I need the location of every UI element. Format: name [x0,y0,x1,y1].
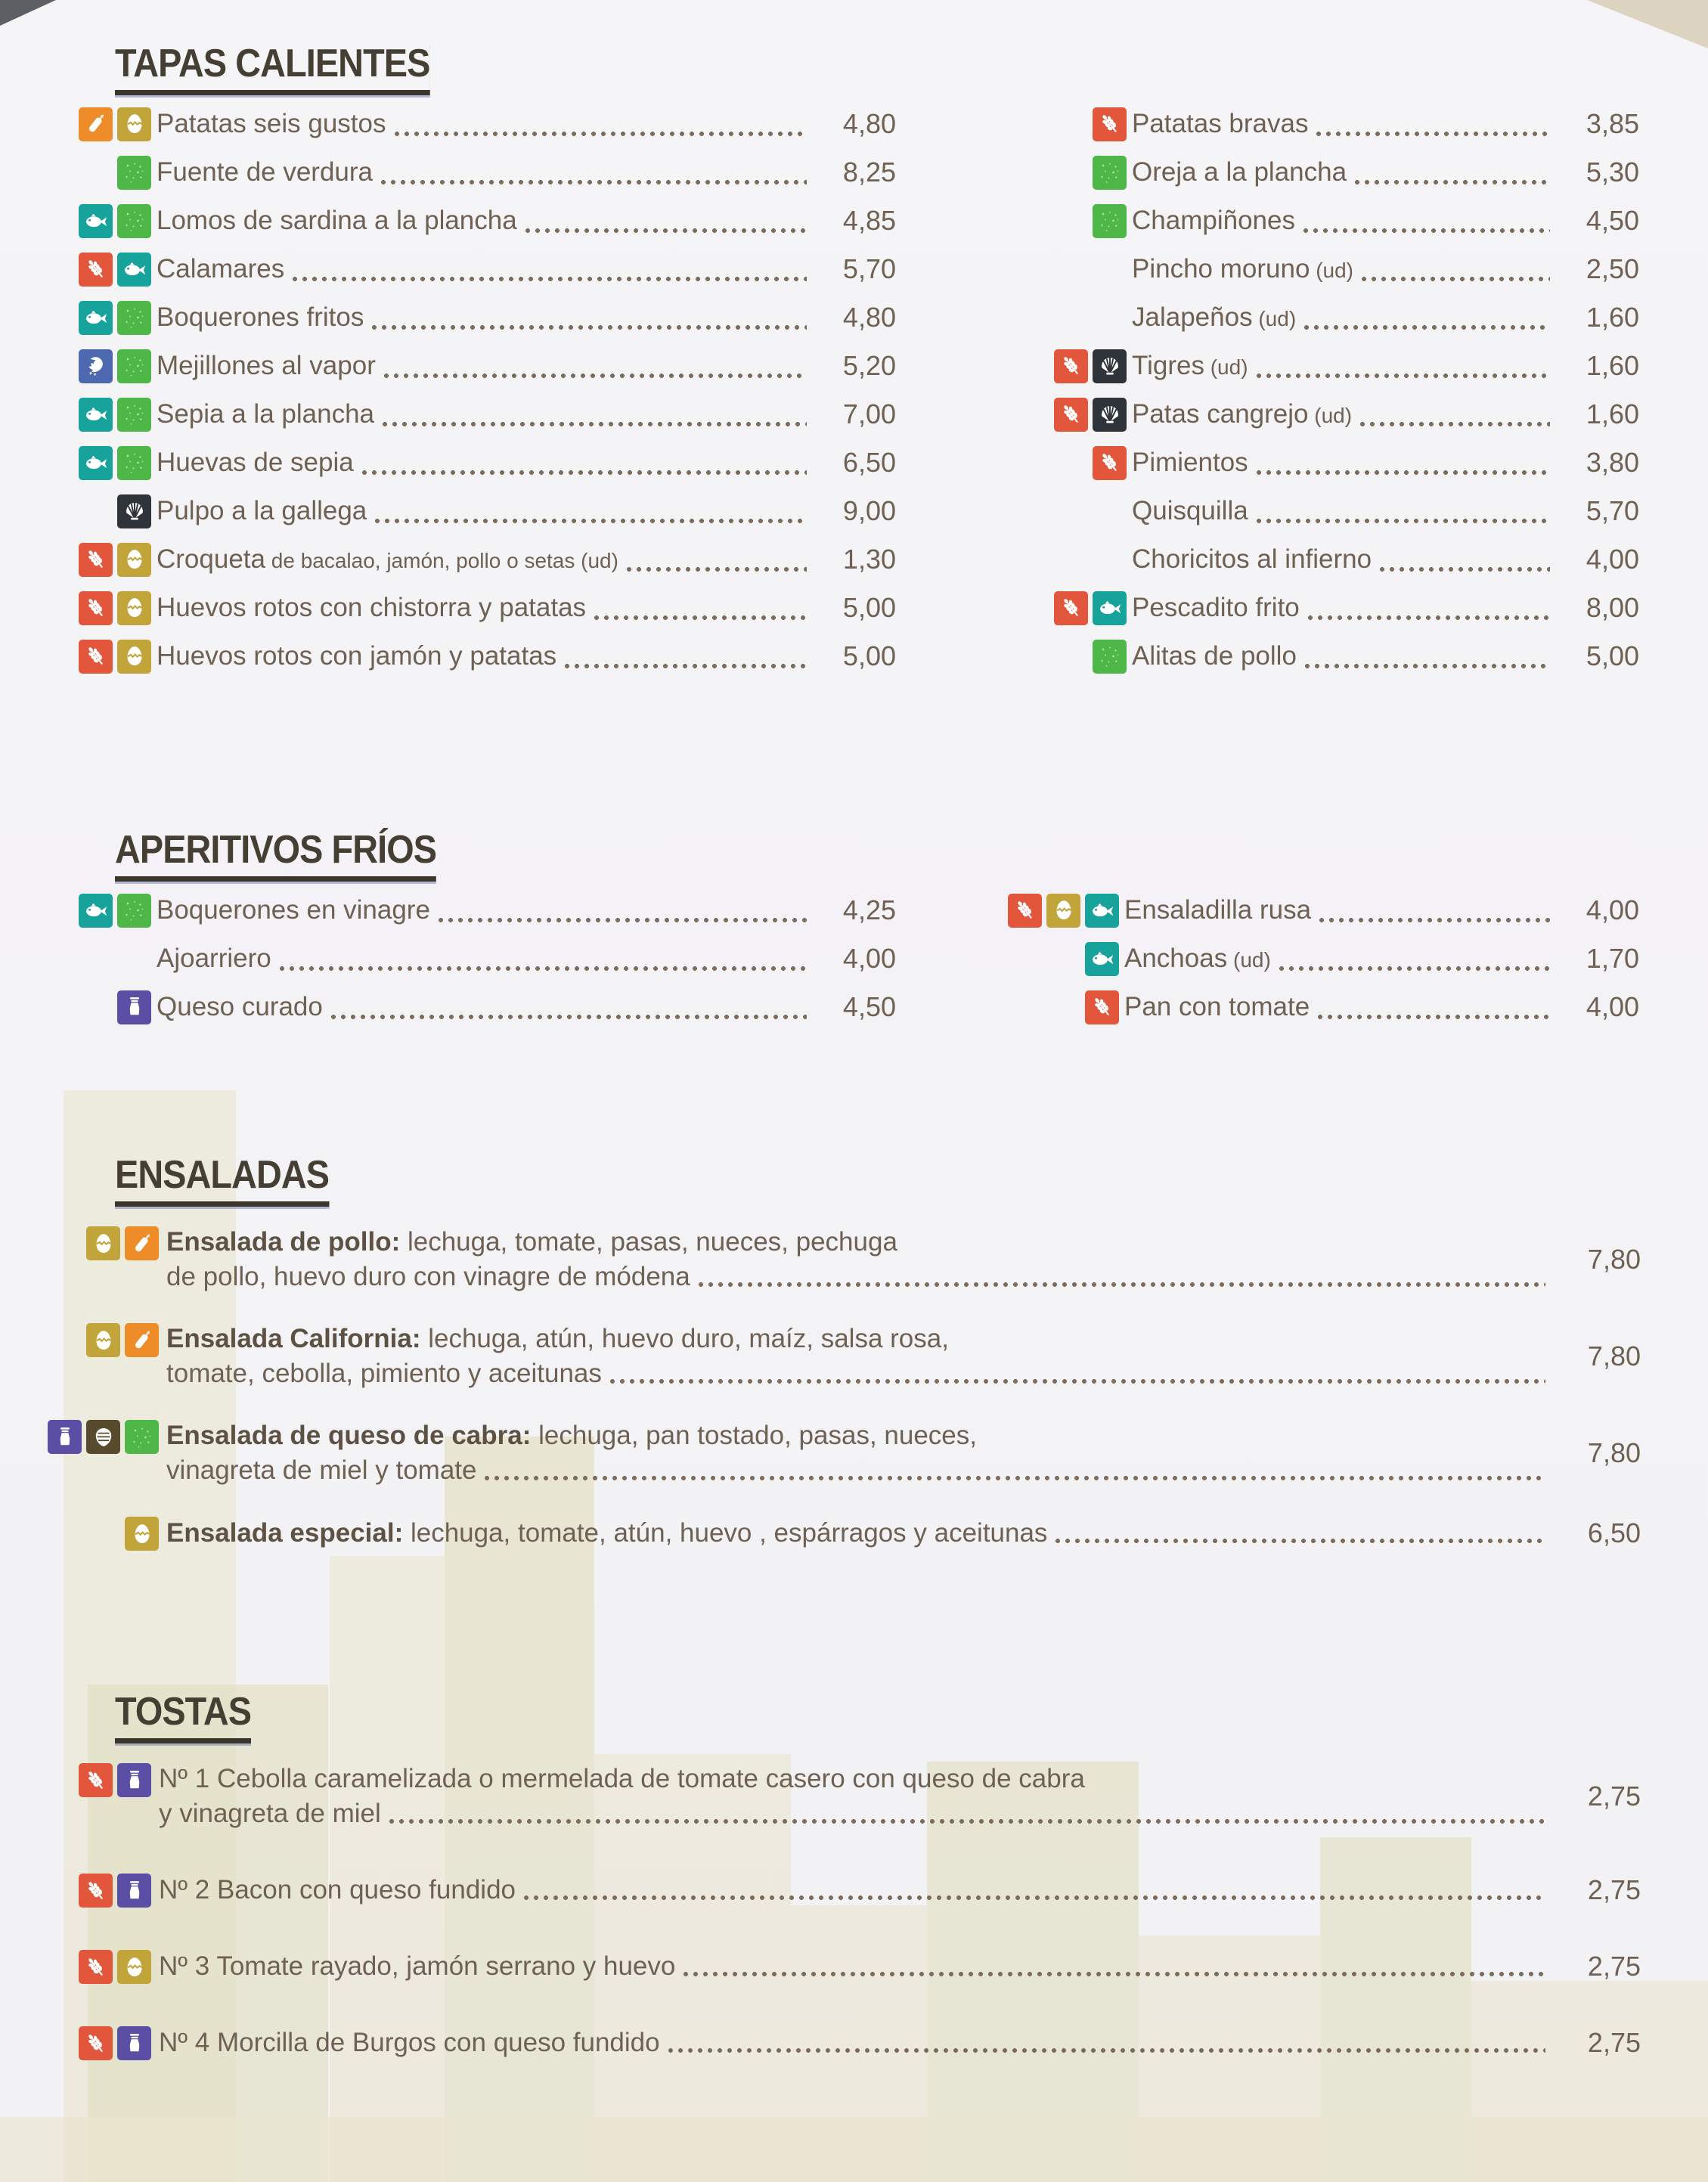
fish-icon [1093,591,1127,625]
dotted-leader [484,1475,1545,1481]
dotted-leader [1303,228,1550,234]
item-name: Alitas de pollo [1132,641,1297,671]
menu-item-row [1042,342,1639,390]
item-line [159,1949,1550,1984]
vegetable-icon [117,156,151,190]
allergen-icons [67,349,151,383]
item-description: lechuga, tomate, pasas, nueces, pechuga [400,1227,897,1257]
item-price: 7,80 [1587,1341,1641,1372]
item-price: 4,00 [842,943,896,975]
menu-item-row [67,148,896,197]
vegetable-icon [1093,204,1127,238]
item-line [166,1453,1550,1488]
item-price: 3,80 [1586,447,1639,479]
menu-item-row [1042,390,1639,439]
dotted-leader [1379,566,1550,572]
item-name: Pulpo a la gallega [157,496,367,526]
dotted-leader [1359,421,1550,427]
menu-item-row [45,2025,1641,2060]
egg-icon [117,640,151,674]
scan-artifact-top-left [0,0,56,26]
item-name: Quisquilla [1132,496,1248,526]
menu-item-row [67,632,896,680]
mustard-bottle-icon [125,1226,159,1260]
fish-icon [1085,942,1119,976]
egg-icon [117,543,151,577]
menu-item-row [45,1872,1641,1908]
dotted-leader [525,228,807,234]
egg-icon [1046,894,1080,928]
item-note: (ud) [1252,307,1297,331]
egg-icon [125,1517,159,1551]
item-name: Tigres (ud) [1132,351,1248,381]
item-line [159,1873,1550,1908]
item-name: Patas cangrejo (ud) [1132,399,1353,429]
watermark-block [0,2117,1708,2182]
dotted-leader [394,131,808,137]
allergen-icons [67,894,151,928]
section-tapas-calientes [0,42,1708,697]
egg-icon [86,1226,120,1260]
item-name: Oreja a la plancha [1132,157,1347,188]
menu-item-row [45,1225,1641,1294]
item-description: lechuga, tomate, atún, huevo , espárragos y aceitunas [403,1517,1048,1548]
item-price: 1,60 [1586,350,1639,382]
item-price: 4,85 [842,205,896,237]
item-price: 1,30 [842,544,896,575]
item-description: y vinagreta de miel [159,1799,381,1829]
ensaladas-list [45,1225,1641,1551]
allergen-icons [45,1225,159,1260]
allergen-icons [45,1418,159,1454]
item-price: 2,75 [1587,1874,1641,1905]
item-price: 4,50 [842,991,896,1023]
nut-icon [86,1420,120,1454]
item-name: Fuente de verdura [157,157,374,188]
allergen-icons [1042,204,1127,238]
tapas-calientes-left-column [67,100,896,680]
item-price: 2,75 [1587,1781,1641,1812]
item-description: Nº 3 Tomate rayado, jamón serrano y huevo [159,1951,676,1981]
allergen-icons [67,253,151,287]
item-price: 6,50 [842,447,896,479]
item-line [159,1796,1550,1831]
item-name: Boquerones fritos [157,302,364,333]
dotted-leader [371,324,807,330]
milk-dairy-icon [117,2026,151,2060]
item-price: 1,70 [1586,943,1639,975]
item-price: 3,85 [1586,108,1639,140]
item-price: 2,75 [1587,1950,1641,1982]
wheat-gluten-icon [1093,446,1127,480]
dotted-leader [361,470,807,476]
item-price: 7,80 [1587,1244,1641,1275]
allergen-icons [67,494,151,528]
menu-item-row [67,245,896,293]
allergen-icons [1042,446,1127,480]
dotted-leader [1317,1014,1550,1020]
wheat-gluten-icon [79,591,113,625]
allergen-icons [67,990,151,1024]
allergen-icons [1006,990,1119,1024]
item-price: 7,00 [842,398,896,430]
allergen-icons [45,2025,151,2060]
dotted-leader [383,373,807,379]
dotted-leader [1303,324,1550,330]
dotted-leader [330,1014,807,1020]
item-name: Anchoas (ud) [1124,944,1271,974]
item-price: 5,70 [842,253,896,285]
item-note: de bacalao, jamón, pollo o setas (ud) [265,549,618,573]
item-text [151,1873,1550,1908]
dotted-leader [609,1378,1545,1384]
fish-icon [79,446,113,480]
item-note: (ud) [1204,355,1248,380]
aperitivos-left-column [67,886,896,1031]
item-price: 5,00 [842,640,896,672]
item-name: Lomos de sardina a la plancha [157,206,517,236]
vegetable-icon [117,301,151,335]
dotted-leader [1354,179,1550,185]
dotted-leader [382,421,807,427]
item-price: 5,00 [1586,640,1639,672]
egg-icon [86,1323,120,1357]
section-title-tapas-calientes: TAPAS CALIENTES [115,42,429,95]
allergen-icons [45,1322,159,1357]
menu-item-row [67,439,896,487]
item-text [151,1949,1550,1984]
dotted-leader [374,518,807,524]
item-line [166,1322,1550,1356]
mustard-bottle-icon [125,1323,159,1357]
wheat-gluten-icon [79,2026,113,2060]
wheat-gluten-icon [79,640,113,674]
item-price: 1,60 [1586,398,1639,430]
item-name: Huevas de sepia [157,448,354,478]
item-name: Calamares [157,254,285,284]
vegetable-icon [1093,640,1127,674]
allergen-icons [67,640,151,674]
milk-dairy-icon [48,1420,82,1454]
wheat-gluten-icon [1093,107,1127,141]
allergen-icons [67,591,151,625]
shell-mollusc-icon [1093,349,1127,383]
item-note: (ud) [1310,259,1353,283]
item-name: Boquerones en vinagre [157,895,430,925]
fish-icon [79,398,113,432]
item-price: 5,20 [842,350,896,382]
allergen-icons [67,301,151,335]
item-price: 9,00 [842,495,896,527]
vegetable-icon [117,204,151,238]
menu-item-row [1042,148,1639,197]
item-text [151,2025,1550,2060]
dotted-leader [1319,917,1550,923]
section-tostas [0,1691,1708,2101]
menu-item-row [67,293,896,342]
menu-item-row [67,584,896,632]
item-price: 2,50 [1586,253,1639,285]
allergen-icons [67,446,151,480]
section-title-tostas: TOSTAS [115,1691,251,1743]
item-price: 4,80 [842,108,896,140]
item-line [159,1762,1550,1796]
dotted-leader [1361,276,1550,282]
vegetable-icon [1093,156,1127,190]
wheat-gluten-icon [79,1874,113,1908]
item-text [159,1225,1550,1294]
item-name: Croqueta de bacalao, jamón, pollo o setas (ud) [157,544,618,575]
allergen-icons [1006,942,1119,976]
allergen-icons [45,1872,151,1908]
milk-dairy-icon [117,1763,151,1797]
dotted-leader [523,1895,1545,1901]
menu-item-row [1006,934,1639,983]
dotted-leader [626,566,807,572]
dotted-leader [1256,518,1550,524]
shell-mollusc-icon [1093,398,1127,432]
allergen-icons [67,156,151,190]
item-price: 5,30 [1586,157,1639,188]
dotted-leader [279,965,807,972]
fish-icon [79,204,113,238]
item-name: Patatas seis gustos [157,109,386,139]
menu-item-row [67,983,896,1031]
milk-dairy-icon [117,990,151,1024]
item-price: 2,75 [1587,2026,1641,2058]
item-name: Mejillones al vapor [157,351,376,381]
item-name: Jalapeños (ud) [1132,302,1297,333]
wheat-gluten-icon [79,543,113,577]
allergen-icons [1006,894,1119,928]
wheat-gluten-icon [1085,990,1119,1024]
section-aperitivos-frios [0,829,1708,1045]
dotted-leader [389,1818,1545,1824]
dotted-leader [1304,663,1550,669]
item-name: Pan con tomate [1124,992,1310,1022]
allergen-icons [1042,398,1127,432]
allergen-icons [67,107,151,141]
menu-item-row [1006,983,1639,1031]
mustard-bottle-icon [79,107,113,141]
item-line [166,1516,1550,1551]
item-description: lechuga, pan tostado, pasas, nueces, [531,1421,977,1451]
allergen-icons [1042,349,1127,383]
dotted-leader [1307,615,1550,621]
allergen-icons [67,398,151,432]
dotted-leader [683,1971,1545,1977]
fish-icon [79,301,113,335]
item-price: 6,50 [1587,1517,1641,1548]
wheat-gluten-icon [1054,398,1088,432]
item-name: Queso curado [157,992,323,1022]
item-name: Choricitos al infierno [1132,544,1372,575]
menu-item-row [1042,100,1639,148]
allergen-icons [1042,156,1127,190]
item-line [166,1260,1550,1294]
item-price: 8,25 [842,157,896,188]
fish-icon [1085,894,1119,928]
menu-item-row [1042,293,1639,342]
menu-item-row [45,1418,1641,1488]
item-name: Ajoarriero [157,944,271,974]
allergen-icons [45,1515,159,1551]
vegetable-icon [125,1420,159,1454]
item-name: Ensalada de pollo: [166,1227,401,1257]
allergen-icons [45,1948,151,1984]
aperitivos-right-column [1006,886,1639,1031]
section-ensaladas [0,1154,1708,1578]
item-price: 5,70 [1586,495,1639,527]
dotted-leader [380,179,807,185]
item-name: Ensalada de queso de cabra: [166,1421,532,1451]
allergen-icons [67,543,151,577]
wheat-gluten-icon [1054,591,1088,625]
menu-item-row [45,1322,1641,1391]
item-description: vinagreta de miel y tomate [166,1455,477,1486]
item-line [166,1225,1550,1260]
menu-item-row [67,390,896,439]
allergen-icons [1042,640,1127,674]
item-name: Pimientos [1132,448,1248,478]
item-description: Nº 4 Morcilla de Burgos con queso fundido [159,2027,660,2057]
item-description: Nº 1 Cebolla caramelizada o mermelada de tomate casero con queso de cabra [159,1764,1085,1794]
shrimp-crustacean-icon [79,349,113,383]
egg-icon [117,591,151,625]
dotted-leader [1279,965,1550,972]
item-line [166,1418,1550,1453]
item-name: Champiñones [1132,206,1295,236]
item-price: 7,80 [1587,1437,1641,1469]
wheat-gluten-icon [79,253,113,287]
milk-dairy-icon [117,1874,151,1908]
item-name: Huevos rotos con jamón y patatas [157,641,557,671]
item-note: (ud) [1308,404,1353,428]
item-name: Ensalada California: [166,1324,421,1354]
item-name: Sepia a la plancha [157,399,374,429]
dotted-leader [292,276,807,282]
wheat-gluten-icon [79,1950,113,1984]
fish-icon [117,253,151,287]
item-price: 4,25 [842,894,896,926]
menu-item-row [45,1948,1641,1984]
item-description: lechuga, atún, huevo duro, maíz, salsa rosa, [420,1324,949,1354]
menu-item-row [1042,197,1639,245]
item-text [159,1322,1550,1391]
section-title-ensaladas: ENSALADAS [115,1154,329,1207]
item-name: Ensaladilla rusa [1124,895,1312,925]
item-description: de pollo, huevo duro con vinagre de módena [166,1262,690,1292]
allergen-icons [45,1762,151,1797]
scan-artifact-top-right [1587,0,1708,48]
item-price: 5,00 [842,592,896,624]
item-price: 4,00 [1586,544,1639,575]
item-text [159,1418,1550,1488]
dotted-leader [668,2047,1545,2053]
item-name: Pescadito frito [1132,593,1300,623]
shell-mollusc-icon [117,494,151,528]
wheat-gluten-icon [79,1763,113,1797]
item-price: 4,80 [842,302,896,333]
tostas-list [45,1762,1641,2060]
item-price: 4,50 [1586,205,1639,237]
tapas-calientes-right-column [1042,100,1639,680]
item-name: Ensalada especial: [166,1517,404,1548]
item-note: (ud) [1227,948,1271,972]
menu-item-row [67,535,896,584]
vegetable-icon [117,894,151,928]
wheat-gluten-icon [1054,349,1088,383]
item-price: 4,00 [1586,894,1639,926]
item-price: 8,00 [1586,592,1639,624]
item-text [159,1516,1550,1551]
menu-item-row [45,1515,1641,1551]
allergen-icons [1042,107,1127,141]
menu-item-row [1042,245,1639,293]
menu-item-row [67,197,896,245]
menu-item-row [67,100,896,148]
item-name: Pincho moruno (ud) [1132,254,1353,284]
menu-item-row [1042,632,1639,680]
allergen-icons [1042,591,1127,625]
vegetable-icon [117,398,151,432]
item-line [166,1356,1550,1391]
menu-item-row [1042,584,1639,632]
item-name: Patatas bravas [1132,109,1309,139]
item-name: Huevos rotos con chistorra y patatas [157,593,587,623]
dotted-leader [564,663,807,669]
item-description: Nº 2 Bacon con queso fundido [159,1874,516,1905]
menu-item-row [1042,535,1639,584]
item-line [159,2025,1550,2060]
menu-item-row [1042,439,1639,487]
menu-item-row [67,342,896,390]
dotted-leader [594,615,807,621]
vegetable-icon [117,446,151,480]
egg-icon [117,107,151,141]
dotted-leader [438,917,807,923]
dotted-leader [698,1282,1545,1288]
menu-item-row [45,1762,1641,1831]
vegetable-icon [117,349,151,383]
allergen-icons [67,204,151,238]
item-text [151,1762,1550,1831]
item-description: tomate, cebolla, pimiento y aceitunas [166,1359,602,1389]
menu-item-row [1006,886,1639,934]
egg-icon [117,1950,151,1984]
wheat-gluten-icon [1008,894,1042,928]
menu-item-row [67,886,896,934]
dotted-leader [1316,131,1550,137]
menu-item-row [67,934,896,983]
section-title-aperitivos-frios: APERITIVOS FRÍOS [115,829,436,882]
dotted-leader [1256,470,1550,476]
menu-item-row [1042,487,1639,535]
fish-icon [79,894,113,928]
item-price: 4,00 [1586,991,1639,1023]
dotted-leader [1256,373,1550,379]
item-price: 1,60 [1586,302,1639,333]
menu-item-row [67,487,896,535]
dotted-leader [1055,1538,1545,1544]
